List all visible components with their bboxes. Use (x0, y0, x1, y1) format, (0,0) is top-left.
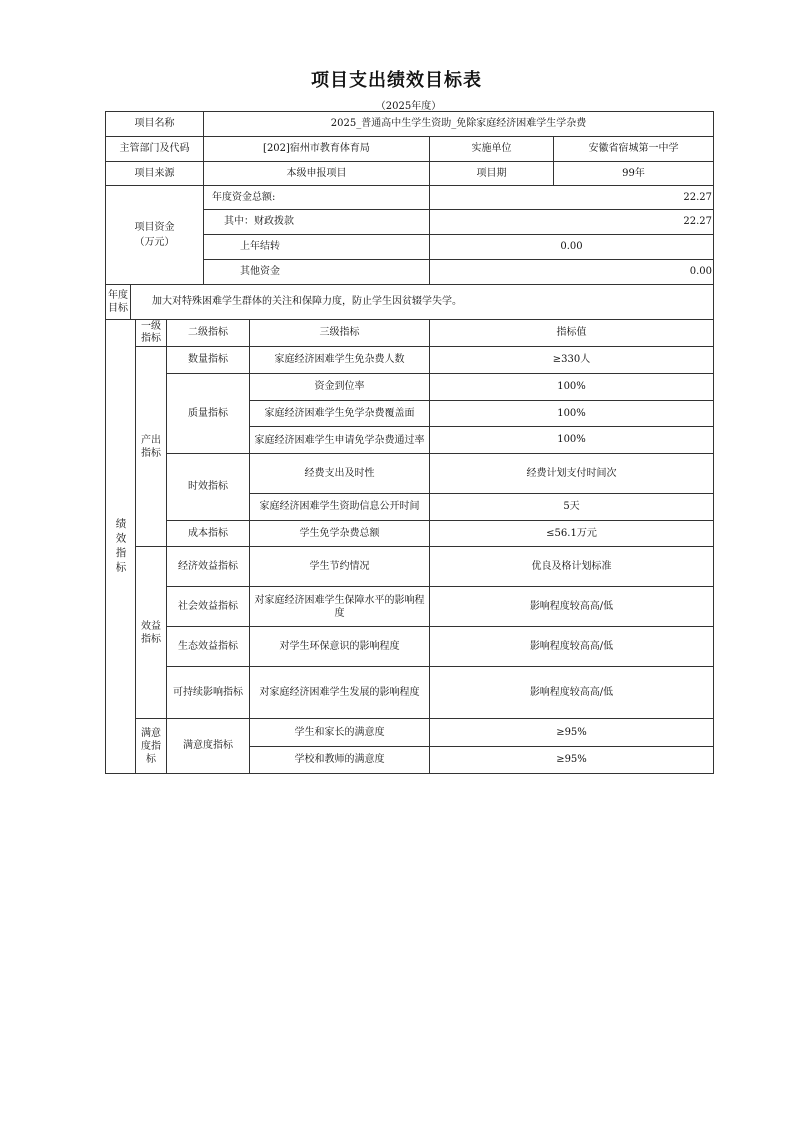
annual-goal-text: 加大对特殊困难学生群体的关注和保障力度，防止学生因贫辍学失学。 (152, 296, 462, 307)
economic-benefit-label: 经济效益指标 (178, 560, 238, 572)
col-value-header: 指标值 (556, 327, 587, 338)
indicator-name: 对家庭经济困难学生保障水平的影响程度 (254, 594, 425, 619)
sustainable-impact-label: 可持续影响指标 (173, 686, 243, 698)
indicators-section-label: 绩效指标 (114, 517, 127, 576)
effect-indicator-label: 效益 指标 (141, 620, 161, 645)
satisfaction-indicator-label: 满意 度指 标 (141, 727, 161, 765)
satisfaction-level2-label: 满意度指标 (183, 740, 233, 751)
period-label: 项目期 (476, 167, 507, 179)
indicator-name: 对学生环保意识的影响程度 (279, 640, 400, 652)
output-indicator-label: 产出 指标 (141, 434, 161, 459)
funds-other-value: 0.00 (689, 266, 712, 277)
project-name-label: 项目名称 (134, 118, 175, 129)
indicator-value: 影响程度较高高/低 (529, 686, 614, 698)
social-benefit-label: 社会效益指标 (178, 600, 238, 612)
indicator-name: 学生和家长的满意度 (294, 726, 385, 738)
indicator-value: 经费计划支付时间次 (526, 467, 617, 479)
indicator-value: ≥95% (556, 754, 587, 765)
funds-label: 项目资金 （万元） (134, 222, 175, 248)
ecological-benefit-label: 生态效益指标 (178, 640, 238, 652)
indicator-name: 家庭经济困难学生资助信息公开时间 (259, 501, 420, 512)
funds-total-label: 年度资金总额: (212, 191, 276, 203)
funds-carryover-label: 上年结转 (240, 241, 280, 252)
indicator-value: ≥95% (556, 726, 587, 738)
funds-fiscal-label: 其中：财政拨款 (224, 216, 294, 227)
quality-indicator-label: 质量指标 (188, 407, 228, 419)
indicator-name: 学生节约情况 (309, 560, 370, 572)
impl-unit-value: 安徽省宿城第一中学 (588, 143, 679, 154)
dept-label: 主管部门及代码 (119, 143, 190, 154)
indicator-name: 对家庭经济困难学生发展的影响程度 (259, 686, 420, 698)
impl-unit-label: 实施单位 (471, 143, 512, 154)
cost-indicator-label: 成本指标 (188, 527, 228, 539)
indicator-value: 100% (557, 434, 586, 445)
period-value: 99年 (622, 167, 645, 179)
indicator-name: 家庭经济困难学生免杂费人数 (274, 354, 405, 365)
indicator-value: 5天 (563, 501, 580, 512)
funds-fiscal-value: 22.27 (683, 216, 712, 227)
indicator-name: 家庭经济困难学生申请免学杂费通过率 (254, 434, 425, 446)
indicator-value: 优良及格计划标准 (531, 560, 612, 572)
indicator-name: 家庭经济困难学生免学杂费覆盖面 (264, 407, 415, 419)
source-value: 本级申报项目 (286, 167, 347, 179)
source-label: 项目来源 (134, 167, 175, 179)
year-note: （2025年度） (375, 101, 442, 112)
funds-carryover-value: 0.00 (560, 241, 583, 252)
indicator-value: ≤56.1万元 (546, 527, 597, 539)
quantity-indicator-label: 数量指标 (188, 354, 228, 365)
indicator-value: 100% (557, 407, 586, 419)
funds-total-value: 22.27 (683, 191, 712, 203)
indicator-value: 影响程度较高高/低 (529, 600, 614, 612)
indicator-name: 资金到位率 (314, 381, 365, 392)
col-level2-header: 二级指标 (188, 327, 228, 338)
funds-other-label: 其他资金 (240, 266, 280, 277)
indicator-value: 100% (557, 381, 586, 392)
dept-value: [202]宿州市教育体育局 (263, 143, 370, 154)
timeliness-indicator-label: 时效指标 (188, 481, 228, 492)
col-level3-header: 三级指标 (319, 327, 360, 338)
project-name-value: 2025_普通高中生学生资助_免除家庭经济困难学生学杂费 (330, 118, 587, 129)
indicator-name: 学生免学杂费总额 (299, 527, 380, 539)
indicator-value: ≥330人 (552, 354, 591, 365)
indicator-name: 学校和教师的满意度 (294, 754, 385, 765)
indicator-name: 经费支出及时性 (304, 467, 375, 479)
indicator-value: 影响程度较高高/低 (529, 640, 614, 652)
annual-goal-label: 年度 目标 (108, 290, 128, 314)
page-title: 项目支出绩效目标表 (311, 70, 482, 91)
col-level1-header: 一级 指标 (141, 321, 161, 344)
